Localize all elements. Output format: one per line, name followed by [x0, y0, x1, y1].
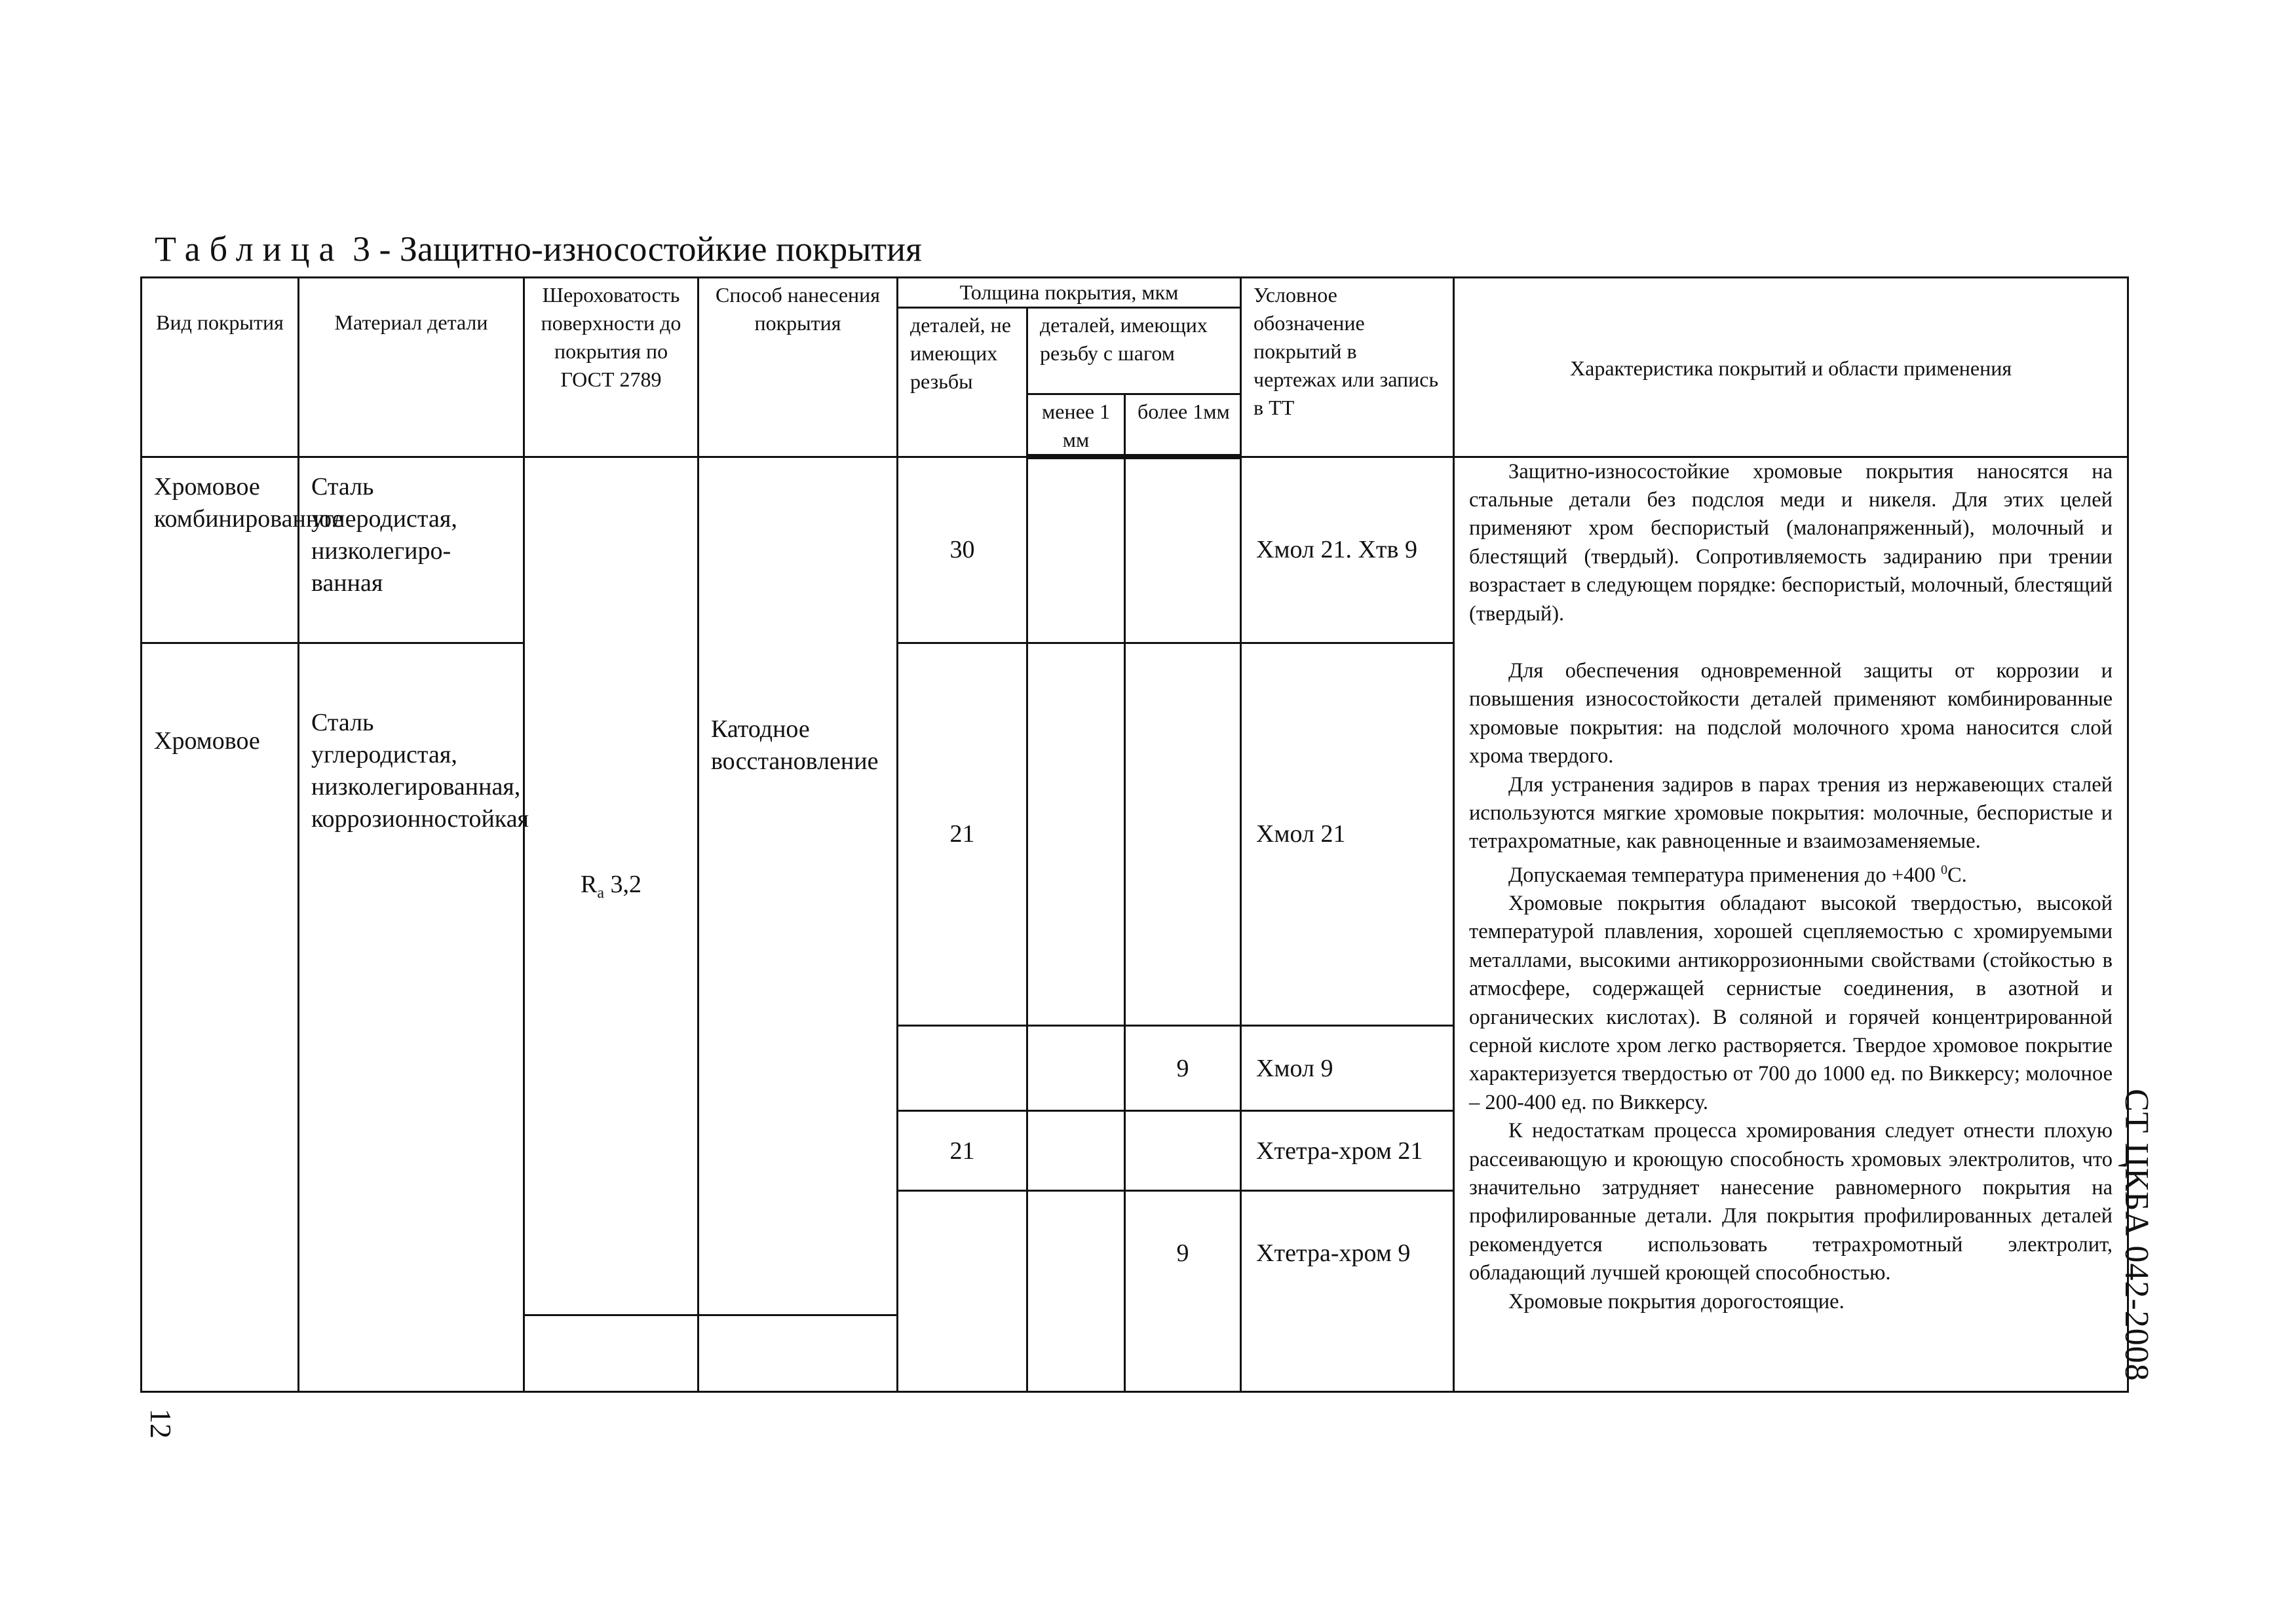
roughness-r: R: [580, 870, 598, 898]
coatings-table: [140, 276, 2129, 1393]
row1-less: [1027, 457, 1125, 643]
table-title: [155, 228, 922, 270]
row2-less: [1027, 643, 1125, 1026]
row1-no-thread: 30: [898, 457, 1027, 643]
header-roughness-text: Шероховатость поверхности до покрытия по ГОСТ 2789: [541, 283, 681, 391]
row4-no-thread: 21: [898, 1111, 1027, 1191]
header-with-thread: [1027, 308, 1241, 394]
table-title-text: 3 - Защитно-износостойкие покрытия: [343, 229, 922, 269]
row3-less: [1027, 1026, 1125, 1111]
header-no-thread: [898, 308, 1027, 457]
header-with-thread-text: деталей, имеющих резьбу с шагом: [1040, 313, 1208, 365]
description-cell: [1454, 457, 2128, 1392]
filler-method: [698, 1315, 898, 1392]
header-characteristic: Характеристика покрытий и области применения: [1454, 278, 2128, 457]
roughness-value: 3,2: [604, 870, 641, 898]
row2-more: [1125, 643, 1241, 1026]
header-material-text: Материал детали: [334, 311, 488, 334]
filler-more: [1125, 1315, 1241, 1392]
method-cell: Катодное восстановление: [698, 457, 898, 1315]
header-vid-text: Вид покрытия: [156, 311, 284, 334]
row1-vid: Хромовое комбинированное: [142, 457, 299, 643]
row5-less: [1027, 1191, 1125, 1315]
header-roughness: [524, 278, 698, 457]
description-p4-post: С.: [1947, 863, 1967, 887]
page-number: 12: [144, 1408, 178, 1439]
row5-no-thread: [898, 1191, 1027, 1315]
header-method-text: Способ нанесения покрытия: [716, 283, 880, 335]
row4-code: Хтетра-хром 21: [1241, 1111, 1454, 1191]
header-less-1mm: менее 1 мм: [1027, 394, 1125, 457]
row2-material: Сталь углеродистая, низколегированная, коррозионностойкая: [299, 643, 524, 1392]
filler-less: [1027, 1315, 1125, 1392]
description-p4: [1469, 856, 2113, 890]
row2-no-thread: 21: [898, 643, 1027, 1026]
row2-vid: Хромовое: [142, 643, 299, 1392]
row1-more: [1125, 457, 1241, 643]
header-material: [299, 278, 524, 457]
description-p5: Хромовые покрытия обладают высокой твердостью, высокой температурой плавления, хорошей сцепляемостью с хромируемыми металлами, высокими антикоррозионными свойствами (стойкостью в атмосфере, содержащей сернистые соединения, в азотной и органических кислотах). В соляной и горячей концентрированной серной кислоте хром легко растворяется. Твердое хромовое покрытие характеризуется твердостью от 700 до 1000 ед. по Виккерсу; молочное – 200-400 ед. по Виккерсу.: [1469, 892, 2113, 1114]
description-p6: К недостаткам процесса хромирования следует отнести плохую рассеивающую и кроющую способность хромовых электролитов, что значительно затрудняет нанесение равномерного покрытия на профилированные детали. Для покрытия профилированных деталей рекомендуется использовать тетрахромотный электролит, обладающий лучшей кроющей способностью.: [1469, 1119, 2113, 1285]
document-code: СТ ЦКБА 042-2008: [2118, 1089, 2155, 1382]
description-p2: Для обеспечения одновременной защиты от коррозии и повышения износостойкости деталей применяют комбинированные хромовые покрытия: на подслой молочного хрома наносится слой хрома твердого.: [1469, 658, 2113, 768]
row5-more: 9: [1125, 1191, 1241, 1315]
row4-less: [1027, 1111, 1125, 1191]
description-p3: Для устранения задиров в парах трения из нержавеющих сталей используются мягкие хромовые покрытия: молочные, беспористые и тетрахроматные, как равноценные и взаимозаменяемые.: [1469, 772, 2113, 854]
roughness-cell: [524, 457, 698, 1315]
row3-code: Хмол 9: [1241, 1026, 1454, 1111]
description-p4-pre: Допускаемая температура применения до +400: [1508, 863, 1941, 887]
row3-no-thread: [898, 1026, 1027, 1111]
table-title-prefix: Таблица: [155, 229, 344, 269]
row4-more: [1125, 1111, 1241, 1191]
filler-code: [1241, 1315, 1454, 1392]
header-method: [698, 278, 898, 457]
description-p4-sup: 0: [1941, 862, 1947, 877]
roughness-sub: a: [597, 884, 604, 902]
header-vid: [142, 278, 299, 457]
filler-roughness: [524, 1315, 698, 1392]
row5-code: Хтетра-хром 9: [1241, 1191, 1454, 1315]
description-p7: Хромовые покрытия дорогостоящие.: [1508, 1289, 1845, 1313]
row1-code: Хмол 21. Хтв 9: [1241, 457, 1454, 643]
header-thickness: Толщина покрытия, мкм: [898, 278, 1241, 308]
filler-no-thread: [898, 1315, 1027, 1392]
row3-more: 9: [1125, 1026, 1241, 1111]
row1-material: Сталь углеродистая, низколегиро-ванная: [299, 457, 524, 643]
description-p1: Защитно-износостойкие хромовые покрытия наносятся на стальные детали без подслоя меди и никеля. Для этих целей применяют хром беспористый (малонапряженный), молочный и блестящий (твердый). Сопротивляемость задиранию при трении возрастает в следующем порядке: беспористый, молочный, блестящий (твердый).: [1469, 459, 2113, 626]
row2-code: Хмол 21: [1241, 643, 1454, 1026]
header-more-1mm: более 1мм: [1125, 394, 1241, 457]
header-no-thread-text: деталей, не имеющих резьбы: [910, 313, 1011, 393]
header-designation-text: Условное обозначение покрытий в чертежах или запись в ТТ: [1253, 283, 1439, 419]
header-designation: [1241, 278, 1454, 457]
